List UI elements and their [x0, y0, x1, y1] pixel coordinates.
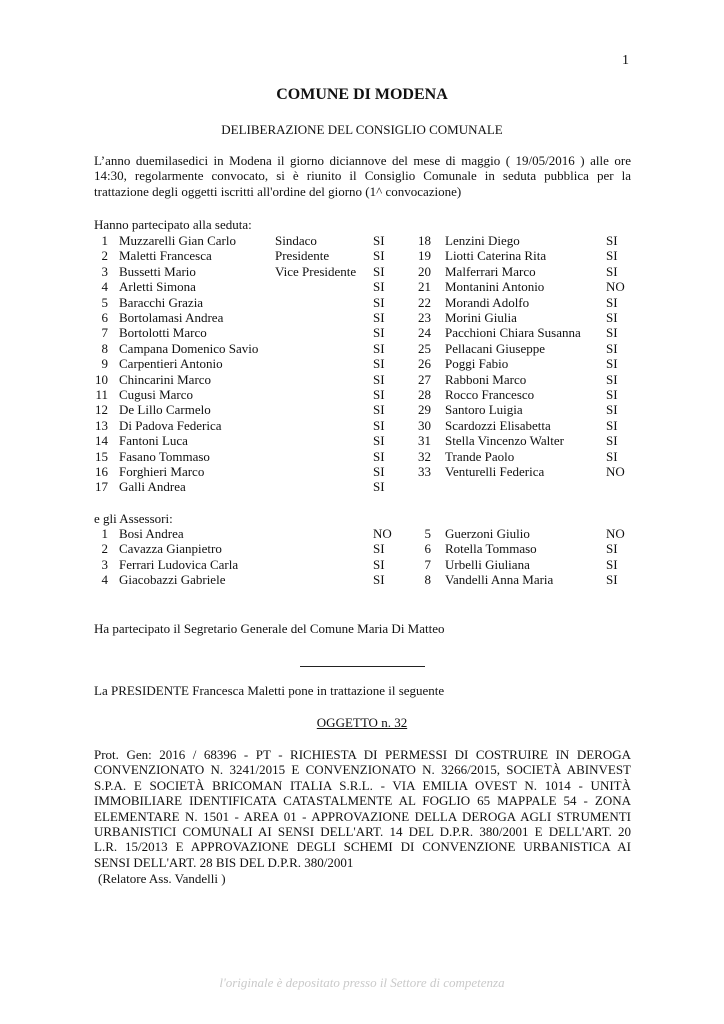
member-number: 12: [95, 402, 108, 418]
assessor-number: 5: [424, 526, 431, 541]
member-name: Chincarini Marco: [119, 371, 212, 387]
member-number: 5: [101, 294, 108, 310]
member-name: Muzzarelli Gian Carlo: [119, 233, 236, 248]
member-number: 20: [418, 263, 431, 279]
member-name: Morandi Adolfo: [445, 294, 530, 310]
member-number: 2: [101, 248, 108, 264]
member-name: Montanini Antonio: [445, 279, 545, 295]
assessor-presence: NO: [373, 526, 392, 541]
member-presence: SI: [373, 279, 385, 295]
member-name: Morini Giulia: [445, 310, 517, 325]
member-presence: SI: [606, 417, 618, 433]
member-presence: SI: [373, 464, 385, 479]
member-number: 21: [418, 279, 431, 295]
member-presence: SI: [373, 356, 385, 372]
member-presence: SI: [606, 448, 618, 464]
member-number: 16: [95, 464, 108, 479]
member-name: Cugusi Marco: [119, 387, 194, 402]
member-presence: SI: [373, 340, 385, 356]
member-name: Campana Domenico Savio: [119, 340, 259, 356]
member-number: 19: [418, 248, 431, 264]
member-presence: SI: [373, 479, 385, 495]
member-number: 3: [101, 263, 108, 279]
member-name: Bussetti Mario: [119, 263, 196, 279]
member-name: Di Padova Federica: [119, 417, 222, 433]
footer-note: l'originale è depositato presso il Settore di competenza: [219, 975, 505, 990]
member-number: 1: [101, 233, 108, 248]
member-name: Pacchioni Chiara Susanna: [445, 325, 581, 341]
member-presence: SI: [606, 248, 618, 264]
assessor-name: Giacobazzi Gabriele: [119, 572, 226, 588]
member-presence: SI: [606, 310, 618, 325]
member-name: Fantoni Luca: [119, 433, 188, 449]
member-name: Bortolamasi Andrea: [119, 310, 224, 325]
assessor-name: Urbelli Giuliana: [445, 556, 530, 572]
member-number: 32: [418, 448, 431, 464]
assessor-number: 7: [424, 556, 431, 572]
member-presence: SI: [606, 356, 618, 372]
assessor-number: 2: [101, 541, 108, 557]
member-number: 7: [101, 325, 108, 341]
object-text-line: L.R. 15/2013 E APPROVAZIONE DEGLI SCHEMI DI CONVENZIONE URBANISTICA AI: [94, 839, 631, 855]
object-text-line: CONVENZIONATO N. 3241/2015 E CONVENZIONATO N. 3266/2015, SOCIETÀ ABINVEST: [94, 762, 631, 778]
member-presence: SI: [606, 371, 618, 387]
member-presence: SI: [373, 310, 385, 325]
member-presence: SI: [373, 371, 385, 387]
member-name: Galli Andrea: [119, 479, 186, 495]
object-text-line: Prot. Gen: 2016 / 68396 - PT - RICHIESTA DI PERMESSI DI COSTRUIRE IN DEROGA: [94, 747, 631, 762]
member-presence: SI: [606, 340, 618, 356]
member-name: Santoro Luigia: [445, 402, 523, 418]
member-presence: NO: [606, 464, 625, 479]
member-name: Trande Paolo: [445, 448, 515, 464]
assessor-name: Ferrari Ludovica Carla: [119, 556, 239, 572]
assessor-name: Vandelli Anna Maria: [445, 572, 554, 588]
member-number: 13: [95, 417, 108, 433]
assessor-presence: SI: [606, 572, 618, 588]
intro-line: L’anno duemilasedici in Modena il giorno diciannove del mese di maggio ( 19/05/2016 ) alle ore: [94, 153, 631, 168]
member-name: Bortolotti Marco: [119, 325, 207, 341]
member-presence: SI: [606, 325, 618, 341]
member-name: Rocco Francesco: [445, 387, 535, 402]
member-name: Malferrari Marco: [445, 263, 536, 279]
assessor-number: 4: [101, 572, 108, 588]
assessor-presence: SI: [606, 556, 618, 572]
member-number: 22: [418, 294, 431, 310]
object-text-line: SENSI DELL'ART. 28 BIS DEL D.P.R. 380/2001: [94, 854, 354, 870]
member-role: Vice Presidente: [275, 263, 357, 279]
object-text-line: S.P.A. E SOCIETÀ BRICOMAN ITALIA S.R.L. - VIA EMILIA OVEST N. 1014 - UNITÀ: [94, 777, 631, 793]
member-name: Carpentieri Antonio: [119, 356, 223, 372]
assessor-number: 3: [101, 556, 108, 572]
intro-line: trattazione degli oggetti iscritti all'ordine del giorno (1^ convocazione): [94, 183, 462, 199]
member-name: Fasano Tommaso: [119, 448, 210, 464]
member-presence: SI: [373, 294, 385, 310]
object-text-line: IMMOBILIARE IDENTIFICATA CATASTALMENTE AL FOGLIO 65 MAPPALE 54 - ZONA: [94, 793, 631, 809]
member-name: Poggi Fabio: [445, 356, 509, 372]
member-presence: SI: [373, 402, 385, 418]
assessor-number: 6: [424, 541, 431, 557]
member-name: Pellacani Giuseppe: [445, 340, 545, 356]
member-number: 25: [418, 340, 431, 356]
member-name: Forghieri Marco: [119, 464, 205, 479]
member-name: De Lillo Carmelo: [119, 402, 211, 418]
member-presence: SI: [373, 325, 385, 341]
separator-line: [300, 666, 425, 667]
assessor-name: Rotella Tommaso: [445, 541, 537, 557]
member-number: 14: [95, 433, 108, 449]
member-number: 30: [418, 417, 431, 433]
deliberation-title: DELIBERAZIONE DEL CONSIGLIO COMUNALE: [221, 122, 503, 137]
assessor-number: 1: [101, 526, 108, 541]
member-name: Arletti Simona: [119, 279, 196, 295]
president-line: La PRESIDENTE Francesca Maletti pone in trattazione il seguente: [94, 683, 445, 698]
assessor-name: Bosi Andrea: [119, 526, 184, 541]
member-number: 10: [95, 371, 108, 387]
member-number: 33: [418, 464, 431, 479]
member-role: Presidente: [275, 248, 330, 264]
member-role: Sindaco: [275, 233, 317, 248]
assessor-presence: SI: [373, 541, 385, 557]
member-presence: SI: [606, 263, 618, 279]
intro-paragraph: [94, 153, 631, 199]
member-number: 17: [95, 479, 108, 495]
member-number: 23: [418, 310, 431, 325]
assessor-presence: NO: [606, 526, 625, 541]
assessor-presence: SI: [606, 541, 618, 557]
member-number: 15: [95, 448, 108, 464]
member-name: Stella Vincenzo Walter: [445, 433, 564, 449]
member-presence: SI: [606, 402, 618, 418]
assessor-name: Guerzoni Giulio: [445, 526, 530, 541]
member-name: Liotti Caterina Rita: [445, 248, 547, 264]
member-presence: SI: [373, 233, 385, 248]
object-title: OGGETTO n. 32: [316, 715, 408, 730]
member-presence: NO: [606, 279, 625, 295]
member-presence: SI: [373, 417, 385, 433]
municipality-title: COMUNE DI MODENA: [276, 86, 448, 103]
member-presence: SI: [373, 433, 385, 449]
object-text-line: ELEMENTARE N. 1501 - AREA 01 - APPROVAZIONE DELLA DEROGA AGLI STRUMENTI: [94, 808, 631, 824]
member-presence: SI: [606, 387, 618, 402]
member-number: 31: [418, 433, 431, 449]
member-presence: SI: [606, 294, 618, 310]
member-number: 4: [101, 279, 108, 295]
assessor-presence: SI: [373, 556, 385, 572]
intro-line: 14:30, regolarmente convocato, si è riunito il Consiglio Comunale in seduta pubblica per la: [94, 168, 631, 184]
member-name: Lenzini Diego: [445, 233, 520, 248]
member-name: Venturelli Federica: [445, 464, 545, 479]
page-number: 1: [622, 53, 629, 68]
member-name: Baracchi Grazia: [119, 294, 204, 310]
assessors-heading: e gli Assessori:: [94, 511, 173, 526]
object-text: [94, 747, 631, 870]
member-presence: SI: [373, 248, 385, 264]
member-presence: SI: [373, 448, 385, 464]
member-name: Maletti Francesca: [119, 248, 212, 264]
member-presence: SI: [606, 433, 618, 449]
member-number: 26: [418, 356, 431, 372]
member-presence: SI: [373, 387, 385, 402]
member-name: Rabboni Marco: [445, 371, 527, 387]
object-text-line: URBANISTICI COMUNALI AI SENSI DELL'ART. 14 DEL D.P.R. 380/2001 E DELL'ART. 20: [94, 824, 631, 840]
assessor-number: 8: [424, 572, 431, 588]
member-number: 29: [418, 402, 431, 418]
rapporteur: (Relatore Ass. Vandelli ): [98, 871, 226, 886]
member-presence: SI: [373, 263, 385, 279]
assessor-name: Cavazza Gianpietro: [119, 541, 222, 557]
member-presence: SI: [606, 233, 618, 248]
member-number: 6: [101, 310, 108, 325]
secretary-line: Ha partecipato il Segretario Generale del Comune Maria Di Matteo: [94, 621, 445, 636]
assessor-presence: SI: [373, 572, 385, 588]
member-number: 8: [101, 340, 108, 356]
member-number: 11: [95, 387, 108, 402]
participants-heading: Hanno partecipato alla seduta:: [94, 217, 252, 232]
member-number: 27: [418, 371, 431, 387]
member-number: 18: [418, 233, 431, 248]
member-number: 24: [418, 325, 431, 341]
member-name: Scardozzi Elisabetta: [445, 417, 551, 433]
member-number: 9: [101, 356, 108, 372]
member-number: 28: [418, 387, 431, 402]
